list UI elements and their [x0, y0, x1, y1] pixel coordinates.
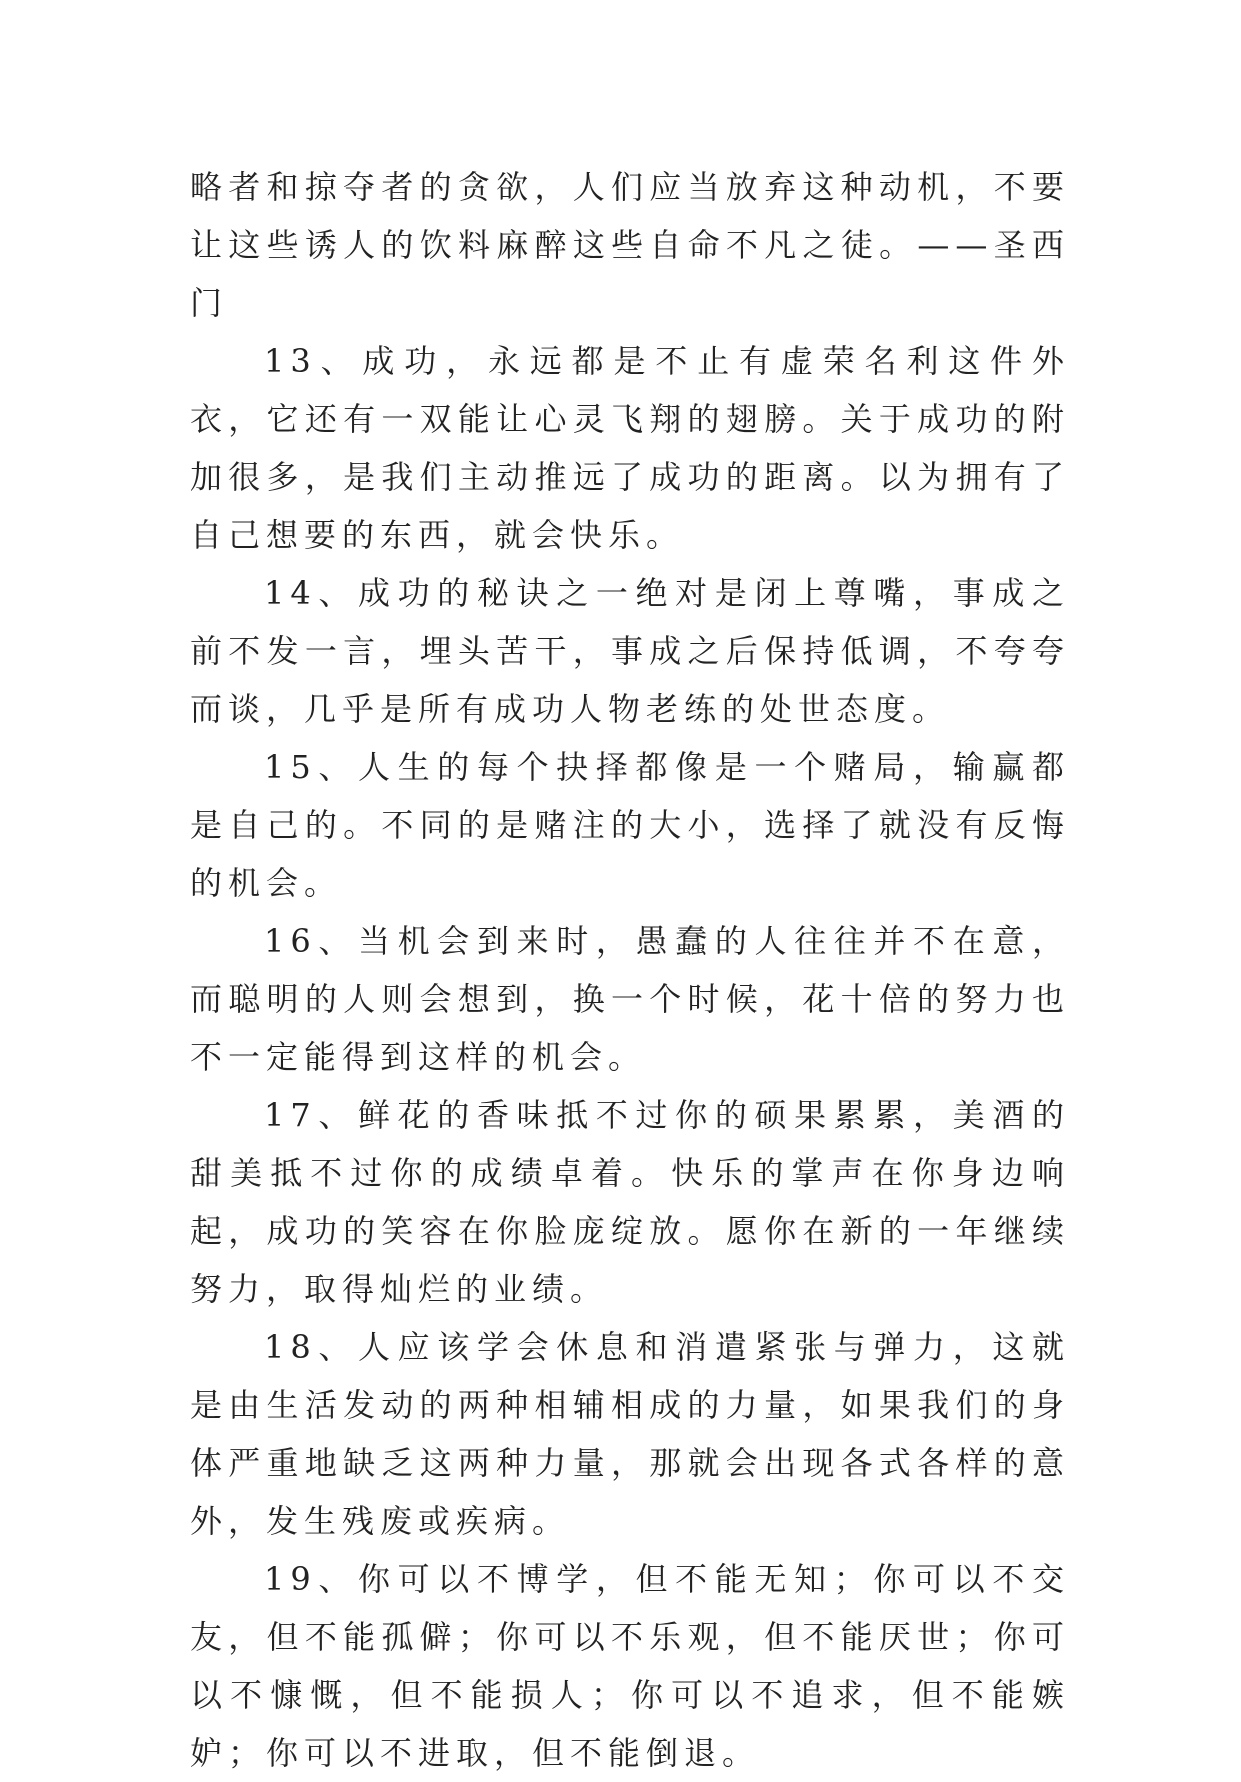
body-text	[190, 158, 1070, 1782]
paragraph-14: 14、成功的秘诀之一绝对是闭上尊嘴，事成之前不发一言，埋头苦干，事成之后保持低调，不夸夸而谈，几乎是所有成功人物老练的处世态度。	[190, 574, 1070, 728]
paragraph-19: 19、你可以不博学，但不能无知；你可以不交友，但不能孤僻；你可以不乐观，但不能厌世；你可以不慷慨，但不能损人；你可以不追求，但不能嫉妒；你可以不进取，但不能倒退。	[190, 1560, 1070, 1772]
paragraph-13: 13、成功，永远都是不止有虚荣名利这件外衣，它还有一双能让心灵飞翔的翅膀。关于成功的附加很多，是我们主动推远了成功的距离。以为拥有了自己想要的东西，就会快乐。	[190, 342, 1070, 554]
paragraph-18: 18、人应该学会休息和消遣紧张与弹力，这就是由生活发动的两种相辅相成的力量，如果我们的身体严重地缺乏这两种力量，那就会出现各式各样的意外，发生残废或疾病。	[190, 1328, 1070, 1540]
paragraph-17: 17、鲜花的香味抵不过你的硕果累累，美酒的甜美抵不过你的成绩卓着。快乐的掌声在你身边响起，成功的笑容在你脸庞绽放。愿你在新的一年继续努力，取得灿烂的业绩。	[190, 1096, 1070, 1308]
paragraph-15: 15、人生的每个抉择都像是一个赌局，输赢都是自己的。不同的是赌注的大小，选择了就没有反悔的机会。	[190, 748, 1070, 902]
paragraph-continuation: 略者和掠夺者的贪欲，人们应当放弃这种动机，不要让这些诱人的饮料麻醉这些自命不凡之徒。——圣西门	[190, 168, 1070, 322]
paragraph-16: 16、当机会到来时，愚蠢的人往往并不在意，而聪明的人则会想到，换一个时候，花十倍的努力也不一定能得到这样的机会。	[190, 922, 1070, 1076]
